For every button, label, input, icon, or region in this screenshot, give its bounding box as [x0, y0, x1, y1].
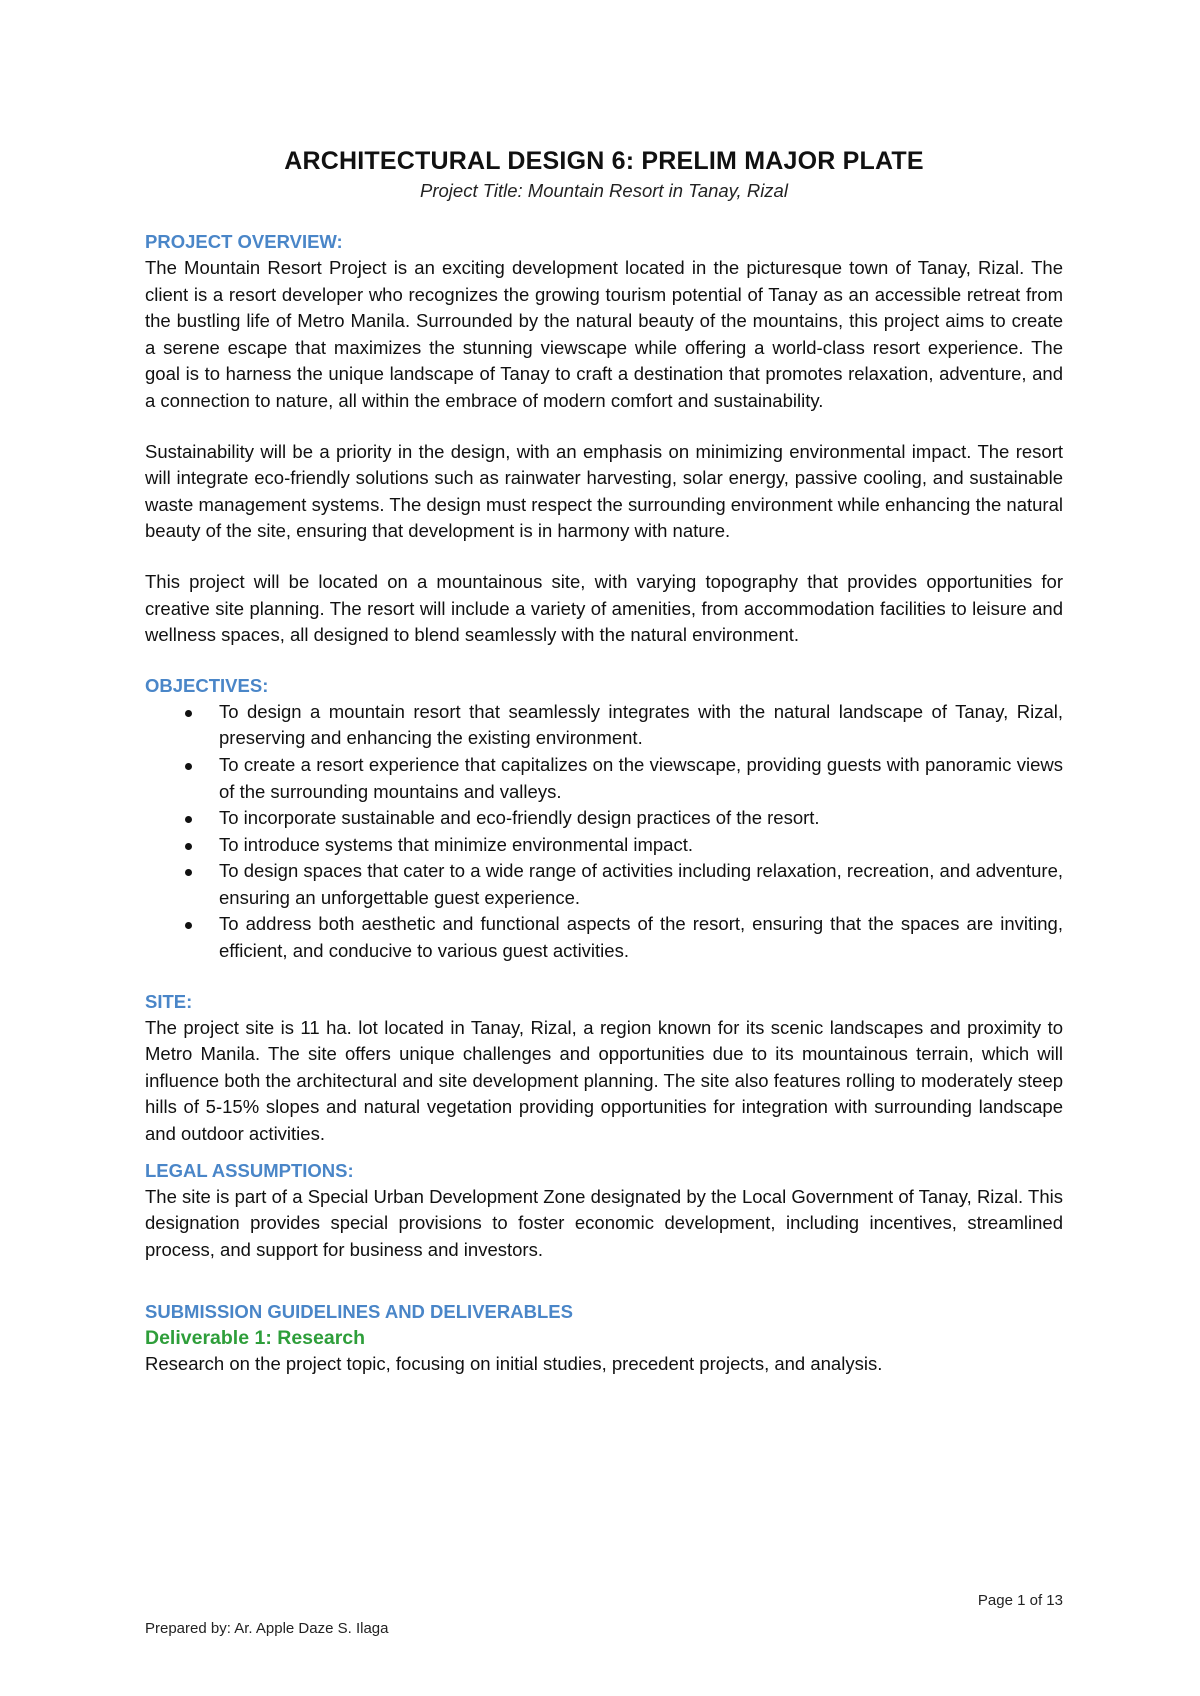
legal-assumptions-paragraph: The site is part of a Special Urban Development Zone designated by the Local Government of Tanay, Rizal. This designation provides special provisions to foster economic development, including incentives, streamlined process, and support for business and investors.: [145, 1185, 1063, 1260]
site-section: [145, 989, 1063, 1148]
overview-paragraph-3: This project will be located on a mountainous site, with varying topography that provides opportunities for creative site planning. The resort will include a variety of amenities, from accommodation facilities to leisure and wellness spaces, all designed to blend seamlessly with the natural environment.: [145, 570, 1063, 646]
overview-paragraph-2: Sustainability will be a priority in the design, with an emphasis on minimizing environmental impact. The resort will integrate eco-friendly solutions such as rainwater harvesting, solar energy, passive cooling, and sustainable waste management systems. The design must respect the surrounding environment while enhancing the natural beauty of the site, ensuring that development is in harmony with nature.: [145, 440, 1063, 542]
bullet-icon: [185, 922, 192, 929]
bullet-icon: [185, 816, 192, 823]
legal-assumptions-heading: LEGAL ASSUMPTIONS:: [145, 1159, 354, 1181]
objective-item: [145, 832, 1063, 859]
objective-text: To design spaces that cater to a wide range of activities including relaxation, recreation, and adventure, ensuring an unforgettable guest experience.: [219, 860, 1063, 908]
bullet-icon: [185, 843, 192, 850]
submission-section: [145, 1299, 1063, 1378]
objective-item: [145, 911, 1063, 964]
document-page: [145, 145, 1063, 1378]
objective-item: [145, 805, 1063, 832]
site-paragraph: The project site is 11 ha. lot located in Tanay, Rizal, a region known for its scenic landscapes and proximity to Metro Manila. The site offers unique challenges and opportunities due to its mountainous terrain, which will influence both the architectural and site development planning. The site also features rolling to moderately steep hills of 5-15% slopes and natural vegetation providing opportunities for integration with surrounding landscape and outdoor activities.: [145, 1016, 1063, 1145]
project-overview-section: [145, 229, 1063, 649]
project-title: Project Title: Mountain Resort in Tanay, Rizal: [420, 180, 788, 201]
objective-text: To introduce systems that minimize environmental impact.: [219, 833, 693, 855]
prepared-by: Prepared by: Ar. Apple Daze S. Ilaga: [145, 1620, 389, 1637]
objective-item: [145, 752, 1063, 805]
bullet-icon: [185, 710, 192, 717]
document-title: ARCHITECTURAL DESIGN 6: PRELIM MAJOR PLATE: [284, 147, 924, 175]
deliverable-1-heading: Deliverable 1: Research: [145, 1327, 366, 1350]
objective-text: To create a resort experience that capitalizes on the viewscape, providing guests with panoramic views of the surrounding mountains and valleys.: [219, 753, 1063, 802]
overview-paragraph-1: The Mountain Resort Project is an exciting development located in the picturesque town of Tanay, Rizal. The client is a resort developer who recognizes the growing tourism potential of Tanay as an accessible retreat from the bustling life of Metro Manila. Surrounded by the natural beauty of the mountains, this project aims to create a serene escape that maximizes the stunning viewscape while offering a world-class resort experience. The goal is to harness the unique landscape of Tanay to craft a destination that promotes relaxation, adventure, and a connection to nature, all within the embrace of modern comfort and sustainability.: [145, 257, 1063, 411]
objectives-list: [145, 699, 1063, 965]
objective-text: To design a mountain resort that seamlessly integrates with the natural landscape of Tanay, Rizal, preserving and enhancing the existing environment.: [219, 700, 1063, 749]
deliverable-1-paragraph: Research on the project topic, focusing on initial studies, precedent projects, and analysis.: [145, 1353, 883, 1375]
bullet-icon: [185, 869, 192, 876]
objective-text: To incorporate sustainable and eco-friendly design practices of the resort.: [219, 807, 820, 829]
legal-assumptions-section: [145, 1158, 1063, 1264]
objectives-heading: OBJECTIVES:: [145, 674, 269, 696]
project-overview-heading: PROJECT OVERVIEW:: [145, 231, 343, 252]
objective-item: [145, 858, 1063, 911]
bullet-icon: [185, 763, 192, 770]
submission-heading: SUBMISSION GUIDELINES AND DELIVERABLES: [145, 1301, 573, 1323]
site-heading: SITE:: [145, 990, 193, 1012]
objective-item: [145, 699, 1063, 752]
page-number: Page 1 of 13: [977, 1592, 1063, 1609]
objective-text: To address both aesthetic and functional aspects of the resort, ensuring that the spaces are inviting, efficient, and conducive to various guest activities.: [219, 913, 1063, 962]
objectives-section: [145, 673, 1063, 965]
